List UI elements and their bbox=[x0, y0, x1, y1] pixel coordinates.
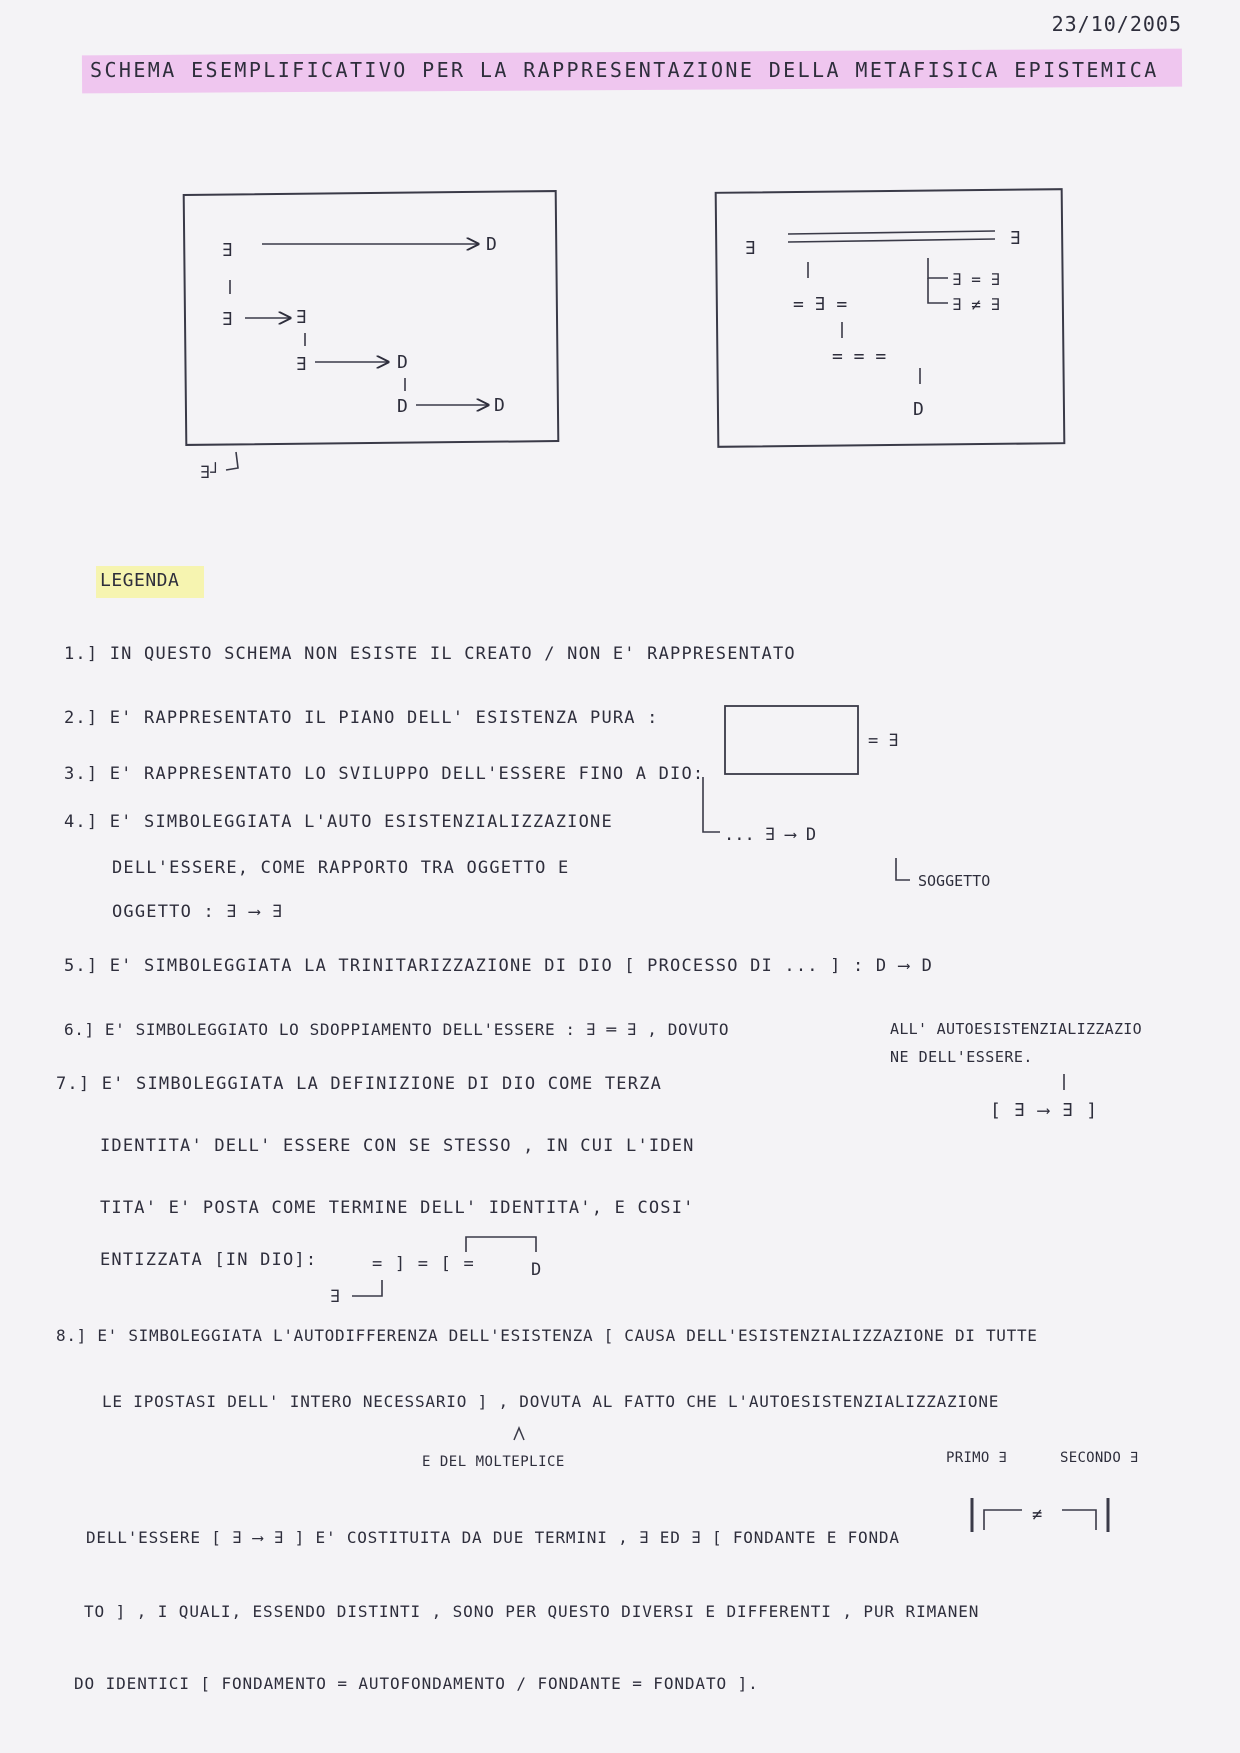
legend-item-7-line-3: TITA' E' POSTA COME TERMINE DELL' IDENTITA', E COSI' bbox=[100, 1198, 695, 1218]
left-corner-label: ∃┘ bbox=[200, 463, 221, 483]
bracket-neq bbox=[928, 278, 948, 303]
date: 23/10/2005 bbox=[1051, 12, 1182, 36]
right-row-2: = ∃ = bbox=[793, 294, 848, 315]
legend-item-6-cont-3: [ ∃ ⟶ ∃ ] bbox=[990, 1100, 1099, 1121]
god-d: D bbox=[531, 1260, 542, 1280]
neq-mark: ≠ bbox=[1032, 1505, 1043, 1525]
e-mark: ∃ bbox=[330, 1287, 341, 1307]
box-equals: = ∃ bbox=[868, 731, 899, 751]
legend-item-8-line-2: LE IPOSTASI DELL' INTERO NECESSARIO ] , DOVUTA AL FATTO CHE L'AUTOESISTENZIALIZZAZIONE bbox=[102, 1392, 1000, 1411]
page-title: SCHEMA ESEMPLIFICATIVO PER LA RAPPRESENTAZIONE DELLA METAFISICA EPISTEMICA bbox=[90, 58, 1159, 82]
legend-title: LEGENDA bbox=[100, 570, 180, 591]
legend-item-7-line-4: ENTIZZATA [IN DIO]: bbox=[100, 1250, 318, 1270]
left-node-5: ∃ bbox=[296, 354, 307, 375]
legend-item-1: 1.] IN QUESTO SCHEMA NON ESISTE IL CREATO / NON E' RAPPRESENTATO bbox=[64, 644, 796, 664]
legend-item-7-formula: = ] = [ = bbox=[372, 1254, 475, 1274]
e-hook bbox=[352, 1280, 382, 1296]
second-hook bbox=[1062, 1510, 1096, 1530]
left-node-6: D bbox=[397, 352, 408, 373]
right-bottom-node: D bbox=[913, 399, 924, 420]
legend-item-6: 6.] E' SIMBOLEGGIATO LO SDOPPIAMENTO DELL'ESSERE : ∃ ═ ∃ , DOVUTO bbox=[64, 1020, 730, 1039]
soggetto-bracket bbox=[896, 858, 910, 880]
bracket-eq bbox=[928, 258, 948, 278]
right-row-3: = = = bbox=[832, 346, 887, 367]
left-node-4: ∃ bbox=[296, 307, 307, 328]
left-corner-mark bbox=[226, 452, 238, 470]
first-hook bbox=[984, 1510, 1022, 1530]
legend-item-8-line-3: DELL'ESSERE [ ∃ ⟶ ∃ ] E' COSTITUITA DA DUE TERMINI , ∃ ED ∃ [ FONDANTE E FONDA bbox=[86, 1528, 900, 1547]
right-node-right: ∃ bbox=[1010, 228, 1021, 249]
legend-item-6-cont-1: ALL' AUTOESISTENZIALIZZAZIO bbox=[890, 1020, 1142, 1038]
right-node-left: ∃ bbox=[745, 238, 756, 259]
caret-mark bbox=[514, 1428, 524, 1440]
left-node-2: D bbox=[486, 234, 497, 255]
left-node-3: ∃ bbox=[222, 309, 233, 330]
pure-existence-box bbox=[725, 706, 858, 774]
soggetto-label: SOGGETTO bbox=[918, 872, 991, 890]
double-bar-top bbox=[788, 231, 995, 234]
legend-item-8-line-5: DO IDENTICI [ FONDAMENTO = AUTOFONDAMENTO / FONDANTE = FONDATO ]. bbox=[74, 1674, 759, 1693]
right-branch-eq: ∃ = ∃ bbox=[952, 270, 1001, 289]
diagram-right bbox=[716, 189, 1065, 447]
diagram-left bbox=[184, 191, 559, 470]
legend-item-2: 2.] E' RAPPRESENTATO IL PIANO DELL' ESISTENZA PURA : bbox=[64, 708, 659, 728]
dev-arrow: ... ∃ ⟶ D bbox=[724, 825, 817, 845]
legend-item-8: 8.] E' SIMBOLEGGIATA L'AUTODIFFERENZA DELL'ESISTENZA [ CAUSA DELL'ESISTENZIALIZZAZIONE DI TUTTE bbox=[56, 1326, 1038, 1345]
legend-item-4: 4.] E' SIMBOLEGGIATA L'AUTO ESISTENZIALIZZAZIONE bbox=[64, 812, 613, 832]
development-bracket bbox=[703, 777, 720, 832]
legend-item-8-line-4: TO ] , I QUALI, ESSENDO DISTINTI , SONO PER QUESTO DIVERSI E DIFFERENTI , PUR RIMANEN bbox=[84, 1602, 980, 1621]
label-secondo: SECONDO ∃ bbox=[1060, 1450, 1139, 1466]
right-frame bbox=[716, 189, 1065, 447]
legend-item-6-cont-2: NE DELL'ESSERE. bbox=[890, 1048, 1033, 1066]
right-branch-neq: ∃ ≠ ∃ bbox=[952, 295, 1001, 314]
legend-item-7: 7.] E' SIMBOLEGGIATA LA DEFINIZIONE DI DIO COME TERZA bbox=[56, 1074, 663, 1094]
left-node-8: D bbox=[494, 395, 505, 416]
legend-item-5: 5.] E' SIMBOLEGGIATA LA TRINITARIZZAZIONE DI DIO [ PROCESSO DI ... ] : D ⟶ D bbox=[64, 956, 934, 976]
left-node-1: ∃ bbox=[222, 240, 233, 261]
double-bar-bottom bbox=[788, 239, 995, 242]
legend-item-4-line-3: OGGETTO : ∃ ⟶ ∃ bbox=[112, 902, 284, 922]
left-frame bbox=[184, 191, 559, 445]
diagram-right-labels bbox=[745, 228, 1021, 420]
label-primo: PRIMO ∃ bbox=[946, 1450, 1008, 1466]
god-bracket bbox=[466, 1237, 536, 1252]
legend-item-8-note: E DEL MOLTEPLICE bbox=[422, 1454, 565, 1470]
legend-item-3: 3.] E' RAPPRESENTATO LO SVILUPPO DELL'ESSERE FINO A DIO: bbox=[64, 764, 705, 784]
legend-item-7-line-2: IDENTITA' DELL' ESSERE CON SE STESSO , IN CUI L'IDEN bbox=[100, 1136, 695, 1156]
diagram-left-labels bbox=[200, 234, 505, 483]
left-node-7: D bbox=[397, 396, 408, 417]
legend-item-4-line-2: DELL'ESSERE, COME RAPPORTO TRA OGGETTO E bbox=[112, 858, 570, 878]
